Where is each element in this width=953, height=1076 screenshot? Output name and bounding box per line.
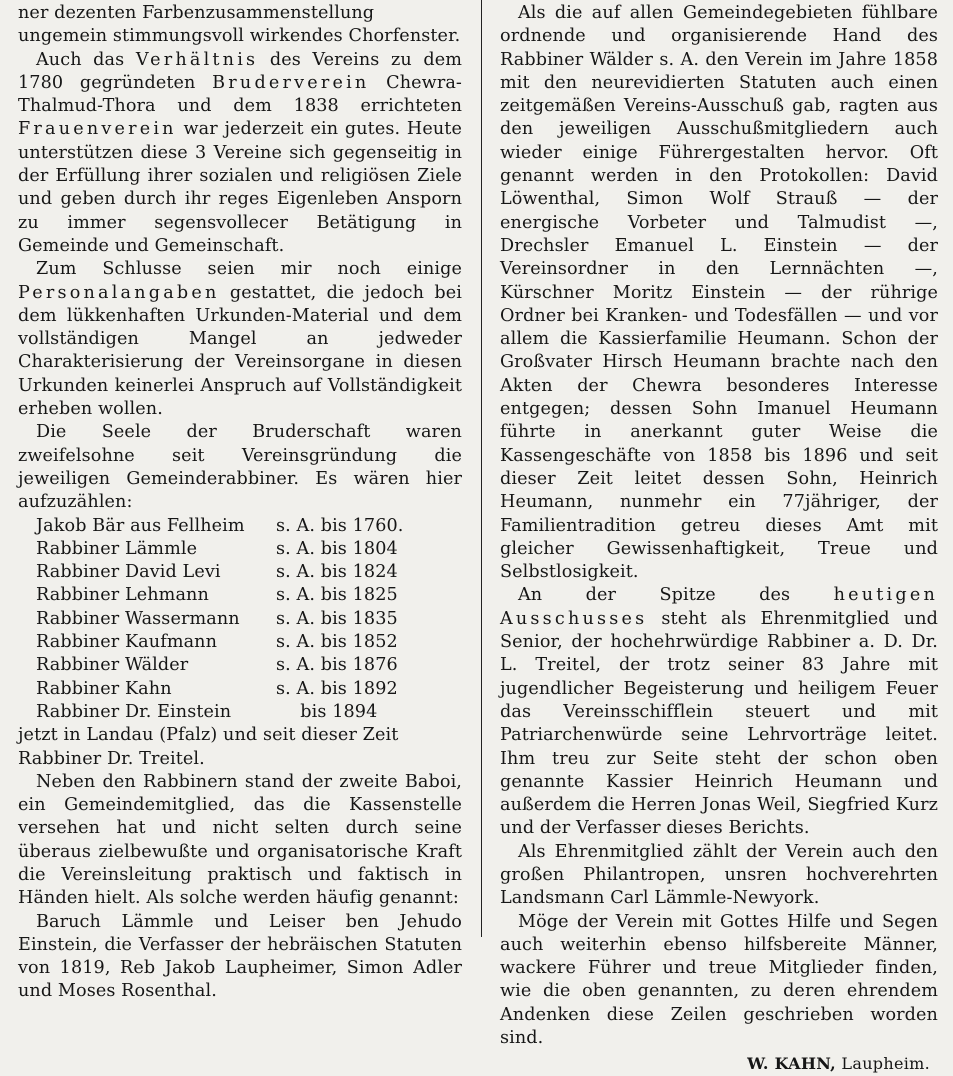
author-place: Laupheim. [836, 1054, 930, 1074]
text-run: Auch das [36, 49, 136, 70]
column-divider [481, 0, 482, 937]
rabbi-list [18, 515, 462, 725]
rabbi-period: bis 1894 [300, 701, 378, 722]
list-item [18, 678, 462, 701]
rabbi-period: s. A. bis 1835 [276, 608, 398, 629]
emphasis-text: Bruderverein [212, 72, 370, 93]
list-item [18, 538, 462, 561]
rabbi-period: s. A. bis 1852 [276, 632, 398, 653]
text-run: Chewra-Thalmud-Thora und dem 1838 errichteten [18, 72, 462, 117]
list-item [18, 701, 462, 724]
text-run: des Vereins zu dem 1780 gegründeten [18, 49, 462, 93]
text-run: steht als Ehrenmitglied und Senior, der hochehrwürdige Rabbiner a. D. Dr. L. Treitel, der trotz seiner 83 Jahre mit jugendlicher Begeisterung und heiligem Feuer das Vereinsschifflein steuert und mit Patriarchenwürde seine Lehrvorträge leitet. Ihm treu zur Seite steht der schon oben genannte Kassier Heinrich Heumann und außerdem die Herren Jonas Weil, Siegfried Kurz und der Verfasser dieses Berichts. [500, 608, 938, 839]
author-name: W. KAHN, [747, 1054, 837, 1074]
rabbi-name: Rabbiner Lämmle [36, 538, 198, 559]
list-item [18, 584, 462, 607]
rabbi-period: s. A. bis 1804 [276, 538, 398, 559]
rabbi-name: Rabbiner Kaufmann [36, 632, 218, 653]
text-run: war jederzeit ein gutes. Heute unterstützen diese 3 Vereine sich gegenseitig in der Erfüllung ihrer sozialen und religiösen Ziele und geben durch ihr reges Eigenleben Ansporn zu immer segensvollecer Betätigung in Gemeinde und Gemeinschaft. [18, 119, 462, 256]
rabbi-period: s. A. bis 1825 [276, 585, 398, 606]
paragraph-relations [18, 49, 462, 259]
text-run: An der Spitze des [518, 585, 834, 606]
paragraph-honorary-member: Als Ehrenmitglied zählt der Verein auch den großen Philantropen, unsren hochverehrten Landsmann Carl Lämmle-Newyork. [500, 841, 938, 909]
rabbi-period: s. A. bis 1824 [276, 562, 398, 583]
left-column [18, 2, 462, 1002]
paragraph-committee: Als die auf allen Gemeindegebieten fühlbare ordnende und organisierende Hand des Rabbiner Wälder s. A. den Verein im Jahre 1858 mit den neurevidierten Statuten auch einen zeitgemäßen Vereins-Ausschuß gab, ragten aus den jeweiligen Ausschußmitgliedern auch wieder einige Führergestalten hervor. Oft genannt werden in den Protokollen: David Löwenthal, Simon Wolf Strauß — der energische Vorbeter und Talmudist —, Drechsler Emanuel L. Einstein — der Vereinsordner in den Lernnächten —, Kürschner Moritz Einstein — der rührige Ordner bei Kranken- und Todesfällen — und vor allem die Kassierfamilie Heumann. Schon der Großvater Hirsch Heumann brachte nach den Akten der Chewra besonderes Interesse entgegen; dessen Sohn Imanuel Heumann führte in anerkannt guter Weise die Kassengeschäfte von 1858 bis 1896 und seit dieser Zeit leitet dessen Sohn, Heinrich Heumann, nunmehr ein 77jähriger, der Familientradition getreu dieses Amt mit gleicher Gewissenhaftigkeit, Treue und Selbstlosigkeit. [500, 3, 938, 583]
list-item [18, 561, 462, 584]
rabbi-name: Rabbiner David Levi [36, 562, 221, 583]
rabbi-name: Rabbiner Lehmann [36, 585, 209, 606]
rabbi-period: s. A. bis 1760. [276, 515, 404, 536]
paragraph-personal-details [18, 258, 462, 421]
paragraph-names: Baruch Lämmle und Leiser ben Jehudo Einstein, die Verfasser der hebräischen Statuten von 1819, Reb Jakob Laupheimer, Simon Adler und Moses Rosenthal. [18, 911, 462, 1002]
rabbi-name: Rabbiner Wälder [36, 655, 189, 676]
list-item [18, 654, 462, 677]
paragraph-closing-wish: Möge der Verein mit Gottes Hilfe und Segen auch weiterhin ebenso hilfsbereite Männer, wackere Führer und treue Mitglieder finden, wie die oben genannten, zu deren ehrendem Andenken diese Zeilen geschrieben worden sind. [500, 911, 938, 1049]
text-run: gestattet, die jedoch bei dem lükkenhaften Urkunden-Material und dem vollständigen Mangel an jedweder Charakterisierung der Vereinsorgane in diesen Urkunden keinerlei Anspruch auf Vollständigkeit erheben wollen. [18, 282, 462, 420]
emphasis-text: heutigen Ausschusses [500, 585, 938, 629]
paragraph-soul-of-brotherhood: Die Seele der Bruderschaft waren zweifelsohne seit Vereinsgründung die jeweiligen Gemeinderabbiner. Es wären hier aufzuzählen: [18, 422, 462, 513]
list-item [18, 608, 462, 631]
rabbi-period: s. A. bis 1876 [276, 655, 398, 676]
rabbi-name: Jakob Bär aus Fellheim [36, 515, 245, 536]
paragraph-continuation: ner dezenten Farbenzusammenstellung ungemein stimmungsvoll wirkendes Chorfenster. [18, 3, 461, 47]
rabbi-name: Rabbiner Kahn [36, 678, 172, 699]
emphasis-text: Frauenverein [18, 119, 177, 140]
author-signature [500, 1052, 938, 1075]
paragraph-landau: jetzt in Landau (Pfalz) und seit dieser Zeit Rabbiner Dr. Treitel. [18, 725, 399, 769]
emphasis-text: Verhältnis [135, 49, 259, 70]
list-item [18, 631, 462, 654]
paragraph-current-committee [500, 584, 938, 840]
emphasis-text: Personalangaben [18, 282, 220, 303]
rabbi-period: s. A. bis 1892 [276, 678, 398, 699]
paragraph-baboi: Neben den Rabbinern stand der zweite Baboi, ein Gemeindemitglied, das die Kassenstelle versehen hat und nicht selten durch seine überaus zielbewußte und organisatorische Kraft die Vereinsleitung praktisch und faktisch in Händen hielt. Als solche werden häufig genannt: [18, 771, 462, 909]
rabbi-name: Rabbiner Dr. Einstein [36, 701, 232, 722]
list-item [18, 515, 462, 538]
right-column [500, 2, 938, 1074]
rabbi-name: Rabbiner Wassermann [36, 608, 240, 629]
text-run: Zum Schlusse seien mir noch einige [36, 259, 462, 280]
